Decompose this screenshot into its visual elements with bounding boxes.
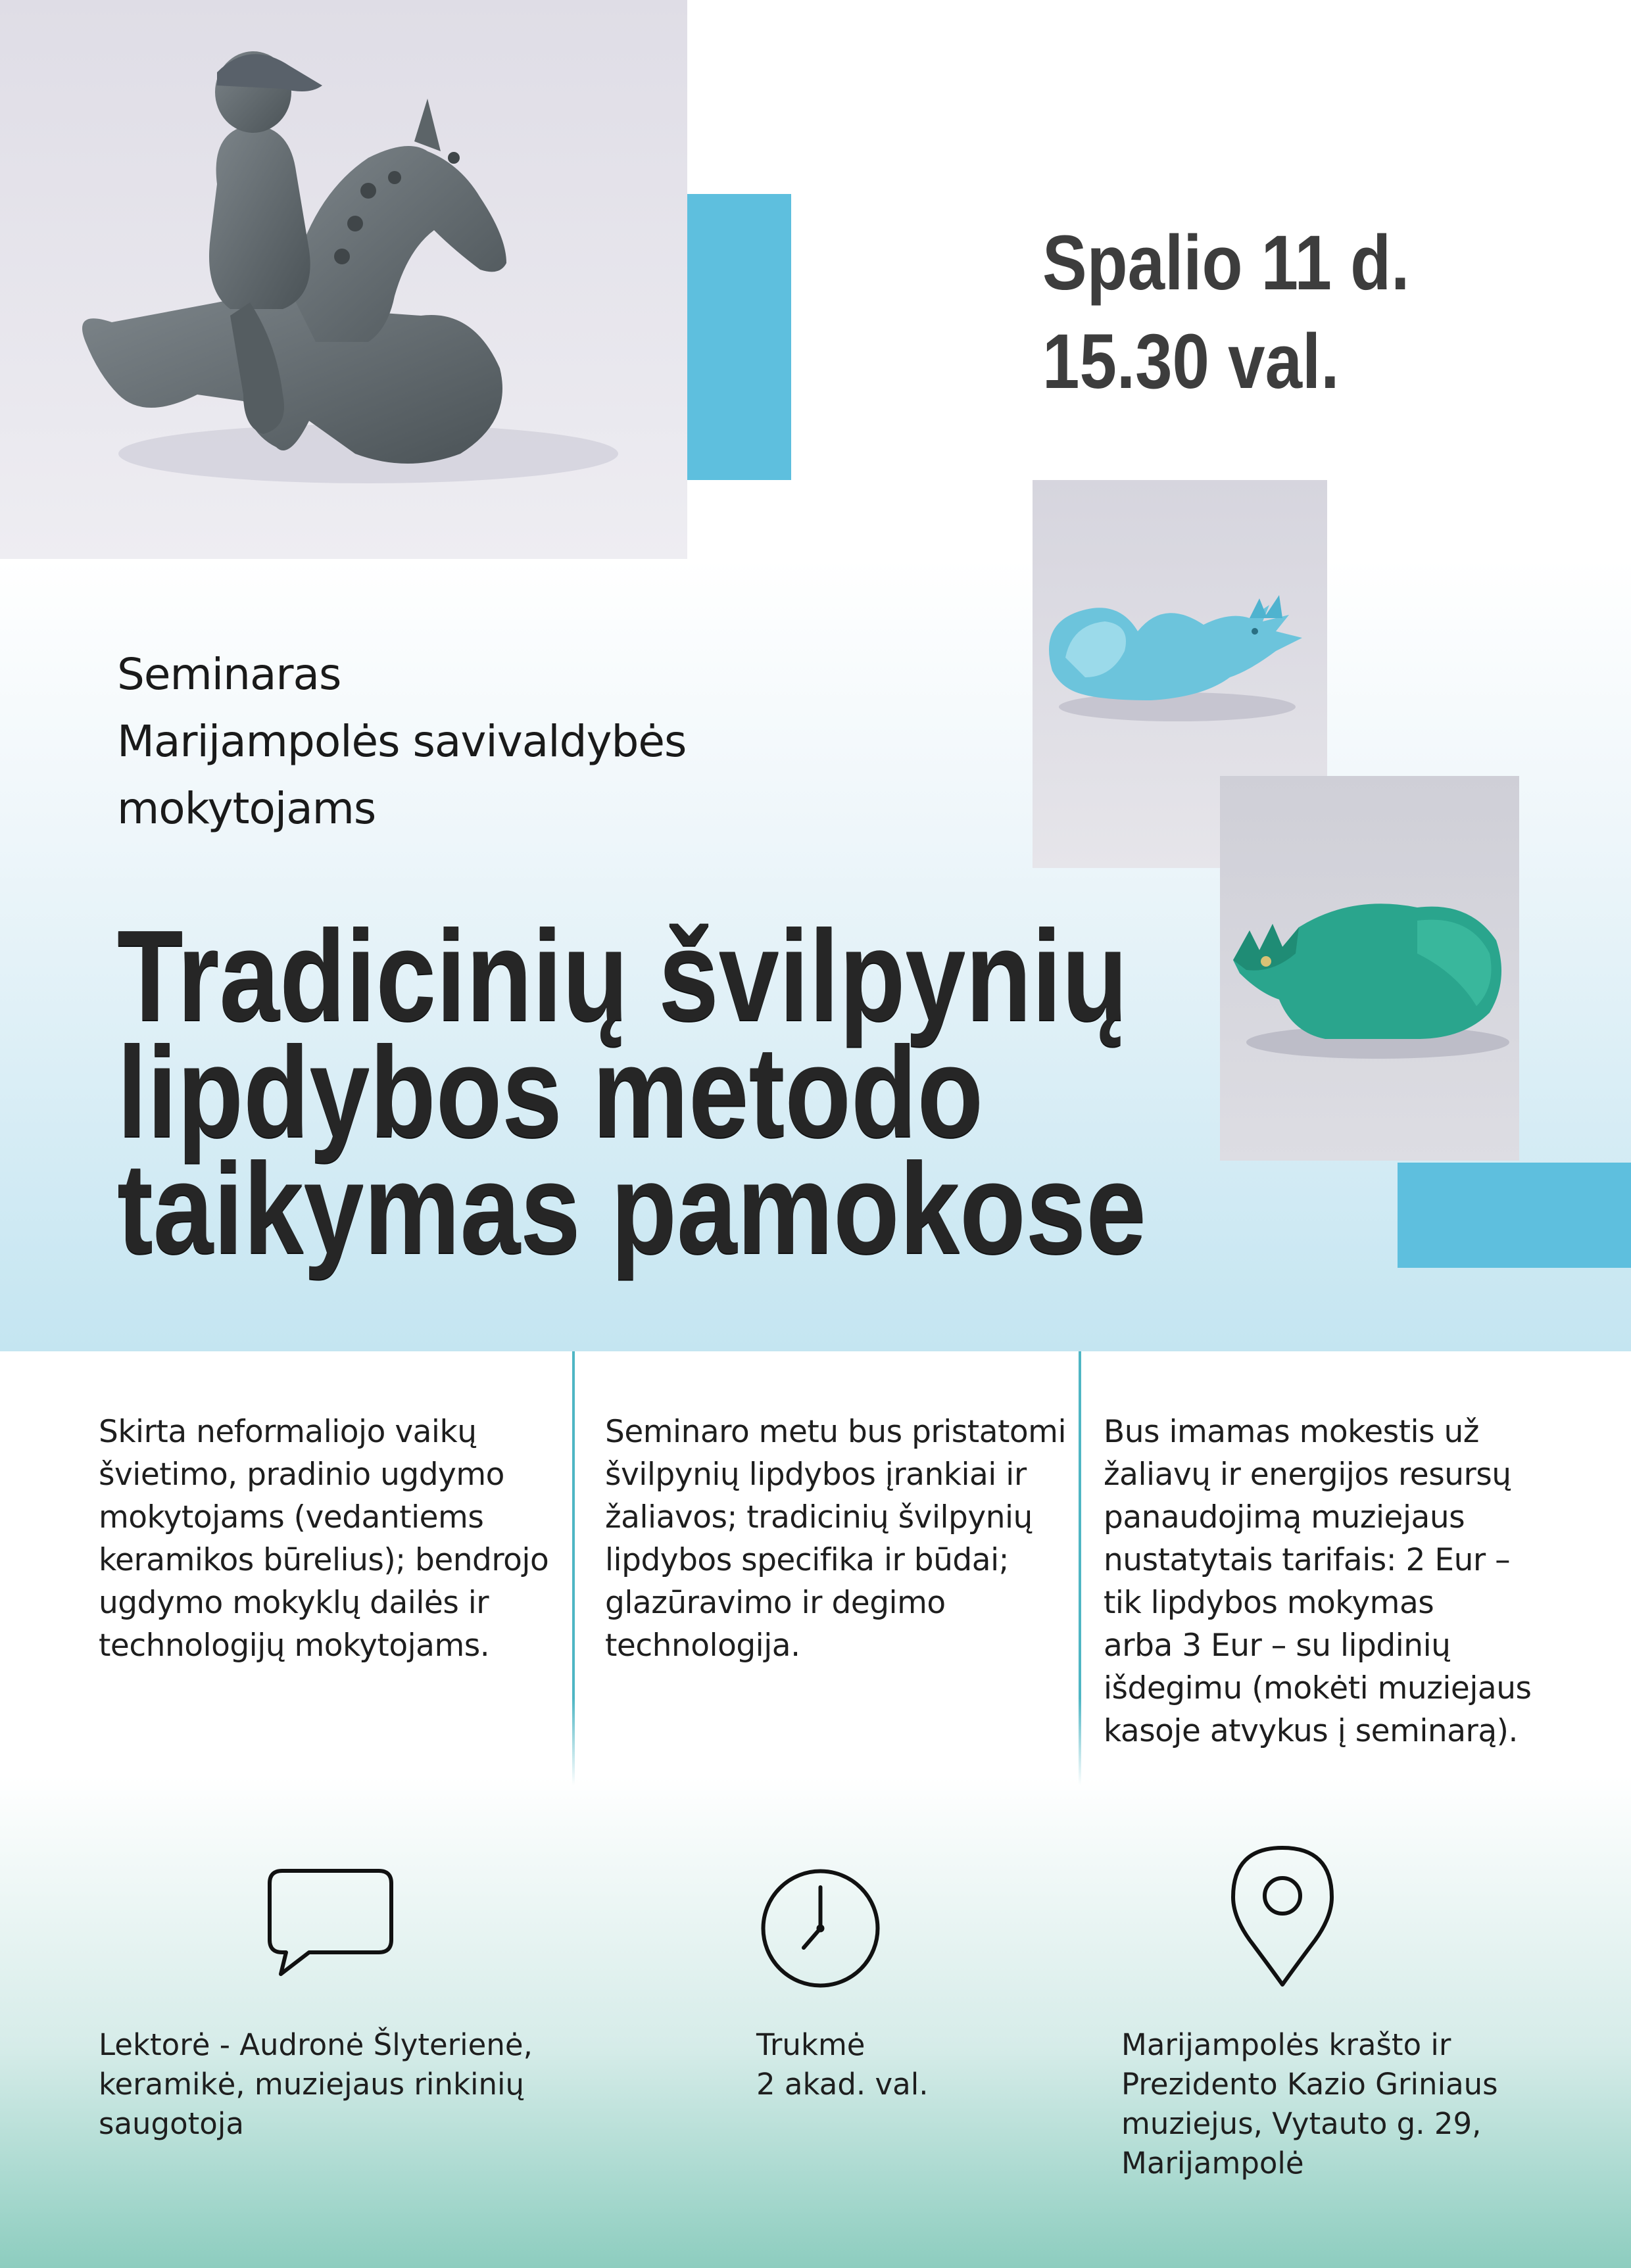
- accent-block-right: [1398, 1163, 1631, 1268]
- green-rooster-photo: [1220, 776, 1519, 1161]
- column-line: lipdybos specifika ir būdai;: [605, 1542, 1009, 1578]
- column-line: mokytojams (vedantiems: [99, 1499, 484, 1535]
- event-date: Spalio 11 d.: [1042, 220, 1410, 306]
- title-line-3: taikymas pamokose: [117, 1136, 1146, 1280]
- column-line: glazūravimo ir degimo: [605, 1585, 946, 1621]
- column-line: nustatytais tarifais: 2 Eur –: [1104, 1542, 1511, 1578]
- content-column: [605, 1411, 1066, 1667]
- column-divider-2: [1079, 1351, 1081, 1785]
- rider-whistle-photo: [0, 0, 687, 559]
- subtitle-line-3: mokytojams: [117, 783, 376, 834]
- info-line: muziejus, Vytauto g. 29,: [1121, 2106, 1482, 2141]
- event-date-block: [1042, 214, 1409, 411]
- column-line: žaliavų ir energijos resursų: [1104, 1457, 1511, 1493]
- info-line: keramikė, muziejaus rinkinių: [99, 2067, 525, 2102]
- column-line: technologija.: [605, 1628, 800, 1664]
- duration-info: [756, 2025, 929, 2104]
- column-line: ugdymo mokyklų dailės ir: [99, 1585, 489, 1621]
- column-line: tik lipdybos mokymas: [1104, 1585, 1434, 1621]
- title-line-1: Tradicinių švilpynių: [117, 904, 1128, 1048]
- info-line: Lektorė - Audronė Šlyterienė,: [99, 2027, 533, 2062]
- seminar-subtitle: [117, 641, 686, 842]
- seminar-title: [117, 904, 1146, 1280]
- info-line: Trukmė: [756, 2027, 865, 2062]
- location-info: [1121, 2025, 1498, 2183]
- column-line: arba 3 Eur – su lipdinių: [1104, 1628, 1451, 1664]
- info-line: Prezidento Kazio Griniaus: [1121, 2067, 1498, 2102]
- column-line: panaudojimą muziejaus: [1104, 1499, 1465, 1535]
- event-time: 15.30 val.: [1042, 318, 1340, 405]
- column-line: švilpynių lipdybos įrankiai ir: [605, 1457, 1027, 1493]
- column-divider-1: [572, 1351, 575, 1785]
- subtitle-line-1: Seminaras: [117, 649, 341, 700]
- column-line: žaliavos; tradicinių švilpynių: [605, 1499, 1033, 1535]
- column-line: technologijų mokytojams.: [99, 1628, 490, 1664]
- column-line: švietimo, pradinio ugdymo: [99, 1457, 504, 1493]
- column-line: Skirta neformaliojo vaikų: [99, 1414, 477, 1450]
- lecturer-info: [99, 2025, 533, 2144]
- column-line: Bus imamas mokestis už: [1104, 1414, 1479, 1450]
- title-line-2: lipdybos metodo: [117, 1020, 984, 1164]
- clock-icon: [760, 1868, 881, 1992]
- subtitle-line-2: Marijampolės savivaldybės: [117, 716, 687, 767]
- column-line: kasoje atvykus į seminarą).: [1104, 1713, 1518, 1749]
- column-line: Seminaro metu bus pristatomi: [605, 1414, 1067, 1450]
- info-line: Marijampolės krašto ir: [1121, 2027, 1451, 2062]
- audience-column: [99, 1411, 548, 1667]
- speech-bubble-icon: [266, 1868, 395, 1982]
- accent-block-top: [687, 194, 791, 480]
- column-line: keramikos būrelius); bendrojo: [99, 1542, 549, 1578]
- column-line: išdegimu (mokėti muziejaus: [1104, 1670, 1532, 1706]
- location-pin-icon: [1230, 1845, 1335, 1992]
- info-line: 2 akad. val.: [756, 2067, 929, 2102]
- fee-column: [1104, 1411, 1532, 1752]
- green-footer-band: [0, 1775, 1631, 2268]
- info-line: saugotoja: [99, 2106, 244, 2141]
- info-line: Marijampolė: [1121, 2146, 1304, 2181]
